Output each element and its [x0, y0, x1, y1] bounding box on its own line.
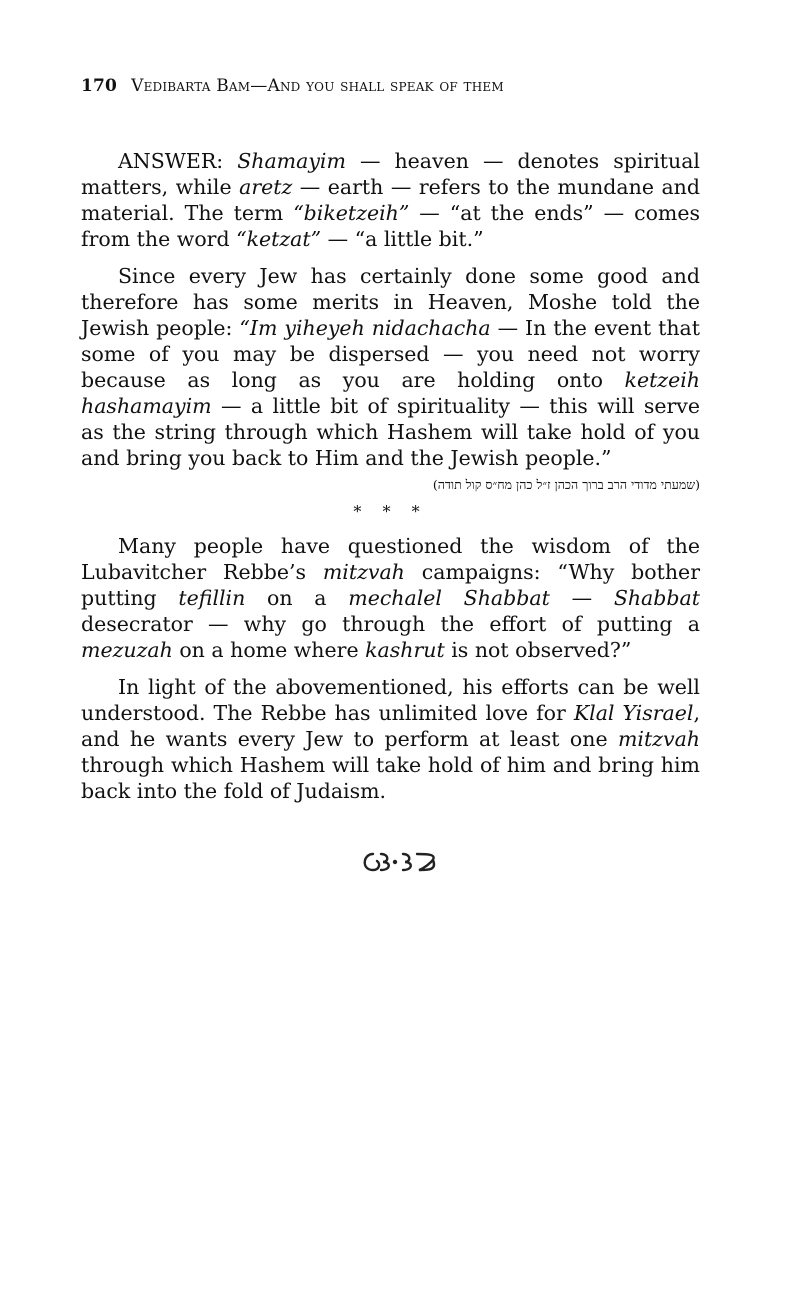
italic-run: “biketzeih”: [293, 201, 410, 225]
ornament-glyph-icon: [359, 848, 441, 876]
italic-run: ketzeih hashamayim: [81, 368, 700, 418]
italic-run: “ketzat”: [236, 227, 322, 251]
italic-run: aretz: [239, 175, 293, 199]
text-run: desecrator — why go through the effort of putting a: [81, 612, 700, 636]
text-run: — heaven — denotes spiritual matters, while: [81, 149, 700, 199]
text-run: — “at the ends” — comes from the word: [81, 201, 700, 251]
text-run: In light of the abovementioned, his efforts can be well understood. The Rebbe has unlimited love for: [81, 675, 700, 725]
explanation-paragraph: [81, 263, 700, 471]
running-head: [81, 76, 504, 96]
hebrew-source-note: (שמעתי מדודי הרב ברוך הכהן ז״ל כהן מח״ס קול תודה): [432, 477, 700, 492]
text-run: , and he wants every Jew to perform at least one: [81, 701, 700, 751]
text-run: on a: [245, 586, 349, 610]
conclusion-paragraph: [81, 674, 700, 804]
section-separator: * * *: [353, 502, 428, 521]
italic-run: tefillin: [178, 586, 246, 610]
italic-run: kashrut: [365, 638, 445, 662]
text-run: —: [549, 586, 614, 610]
italic-run: mitzvah: [322, 560, 405, 584]
italic-run: mezuzah: [81, 638, 173, 662]
text-run: campaigns: “Why bother putting: [81, 560, 700, 610]
italic-run: mitzvah: [617, 727, 700, 751]
italic-run: Shamayim: [237, 149, 346, 173]
italic-run: mechalel Shabbat: [348, 586, 550, 610]
campaigns-paragraph: [81, 533, 700, 663]
end-ornament-icon: [0, 848, 800, 882]
italic-run: “Im yiheyeh nidachacha: [239, 316, 491, 340]
text-run: through which Hashem will take hold of him and bring him back into the fold of Judaism.: [81, 753, 700, 803]
text-run: — a little bit of spirituality — this will serve as the string through which Hashem will take hold of you and bring you back to Him and the Jewish people.”: [81, 394, 700, 470]
text-run: is not observed?”: [444, 638, 632, 662]
running-title: Vedibarta Bam—And you shall speak of them: [131, 76, 504, 96]
text-run: — In the event that some of you may be dispersed — you need not worry because as long as you are holding onto: [81, 316, 700, 392]
text-run: ANSWER:: [118, 149, 238, 173]
italic-run: Shabbat: [613, 586, 700, 610]
page-number: 170: [81, 76, 118, 96]
text-run: — earth — refers to the mundane and material. The term: [81, 175, 701, 225]
answer-paragraph: [81, 148, 700, 252]
text-run: Many people have questioned the wisdom of the Lubavitcher Rebbe’s: [81, 534, 700, 584]
italic-run: Klal Yisrael: [573, 701, 694, 725]
body-text: [81, 148, 700, 815]
text-run: Since every Jew has certainly done some good and therefore has some merits in Heaven, Moshe told the Jewish people:: [81, 264, 700, 340]
text-run: — “a little bit.”: [321, 227, 484, 251]
text-run: on a home where: [172, 638, 366, 662]
